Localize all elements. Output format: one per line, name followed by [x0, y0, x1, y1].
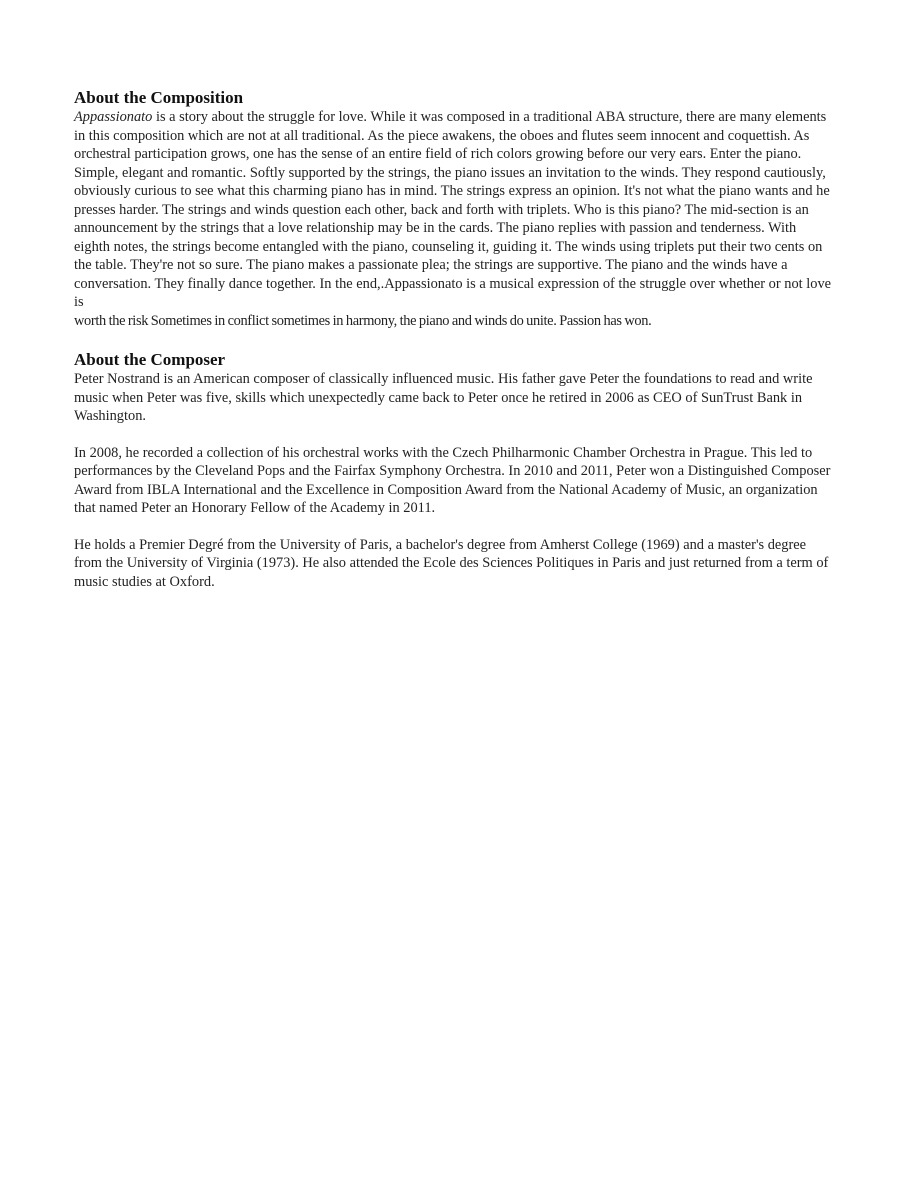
- composer-paragraph-2: In 2008, he recorded a collection of his orchestral works with the Czech Philharmonic Chamber Orchestra in Prague. This led to performances by the Cleveland Pops and the Fairfax Symphony Orchestra. In 2010 and 2011, Peter won a Distinguished Composer Award from IBLA International and the Excellence in Composition Award from the National Academy of Music, an organization that named Peter an Honorary Fellow of the Academy in 2011.: [74, 444, 831, 516]
- composer-paragraph-1: Peter Nostrand is an American composer of classically influenced music. His father gave Peter the foundations to read and write music when Peter was five, skills which unexpectedly came back to Peter once he retired in 2006 as CEO of SunTrust Bank in Washington.: [74, 371, 813, 424]
- composition-description: [74, 108, 834, 330]
- about-composition-section: [74, 88, 834, 330]
- composition-body-last-line: worth the risk Sometimes in conflict sometimes in harmony, the piano and winds do unite. Passion has won.: [74, 312, 652, 329]
- about-composer-section: [74, 350, 834, 591]
- composition-title: Appassionato: [74, 109, 153, 125]
- composer-heading: About the Composer: [74, 350, 226, 369]
- composition-heading: About the Composition: [74, 88, 244, 107]
- composition-body: is a story about the struggle for love. While it was composed in a traditional ABA structure, there are many elements in this composition which are not at all traditional. As the piece awakens, the oboes and flutes seem innocent and coquettish. As orchestral participation grows, one has the sense of an entire field of rich colors growing before our very ears. Enter the piano. Simple, elegant and romantic. Softly supported by the strings, the piano issues an invitation to the winds. They respond cautiously, obviously curious to see what this charming piano has in mind. The strings express an opinion. It's not what the piano wants and he presses harder. The strings and winds question each other, back and forth with triplets. Who is this piano? The mid-section is an announcement by the strings that a love relationship may be in the cards. The piano replies with passion and tenderness. With eighth notes, the strings become entangled with the piano, counseling it, guiding it. The winds using triplets put their two cents on the table. They're not so sure. The piano makes a passionate plea; the strings are supportive. The piano and the winds have a conversation. They finally dance together. In the end,.Appassionato is a musical expression of the struggle over whether or not love is: [74, 109, 832, 310]
- document-page: [74, 88, 834, 591]
- composer-paragraph-3: He holds a Premier Degré from the University of Paris, a bachelor's degree from Amherst College (1969) and a master's degree from the University of Virginia (1973). He also attended the Ecole des Sciences Politiques in Paris and just returned from a term of music studies at Oxford.: [74, 536, 829, 590]
